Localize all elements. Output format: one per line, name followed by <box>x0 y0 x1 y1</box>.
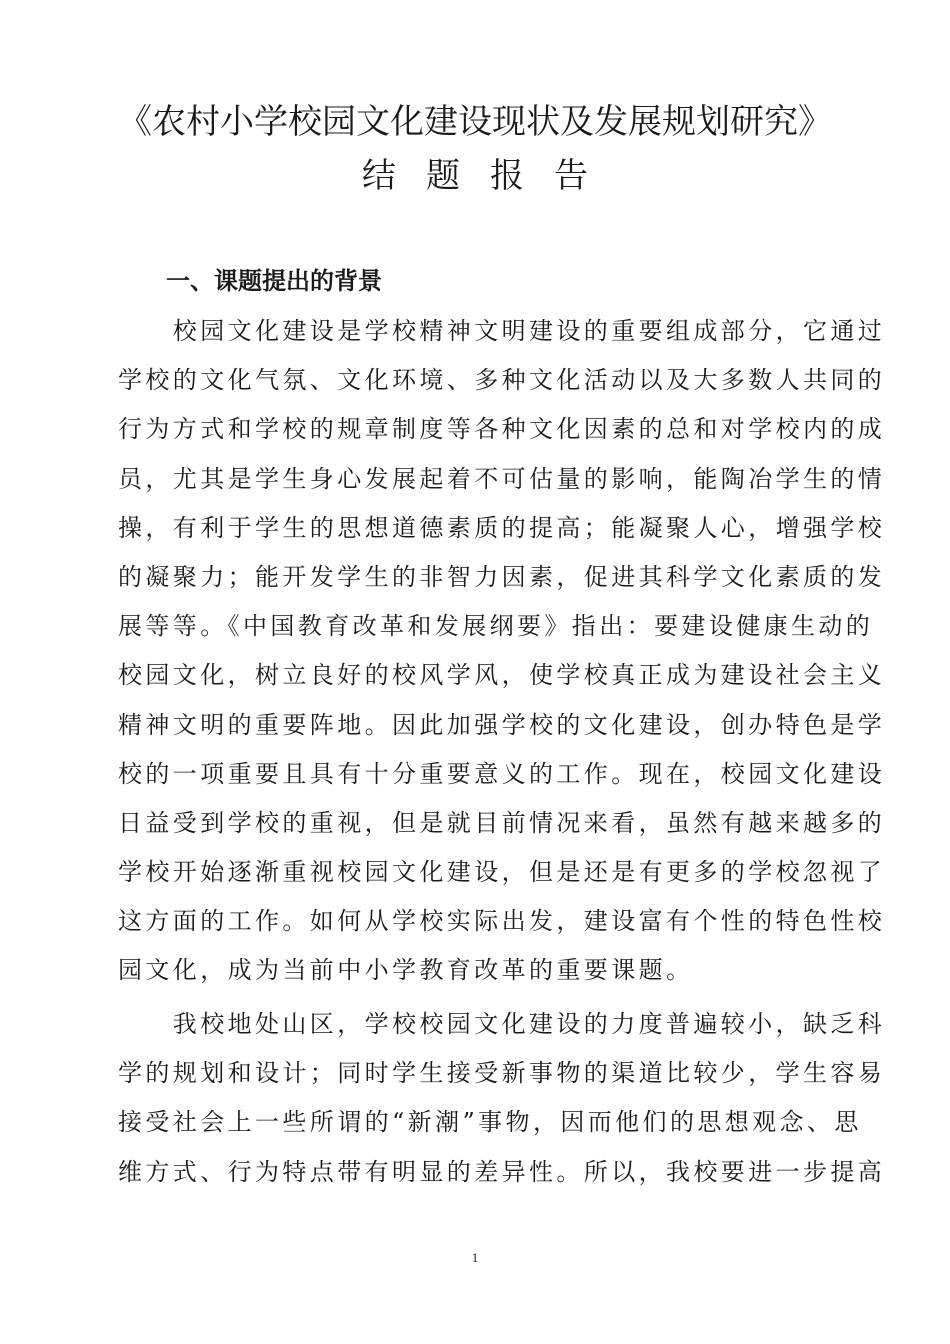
document-title: 《农村小学校园文化建设现状及发展规划研究》 <box>118 102 832 142</box>
page-number: 1 <box>471 1250 479 1265</box>
paragraph-line: 校园文化，树立良好的校风学风，使学校真正成为建设社会主义 <box>118 661 886 690</box>
paragraph-line: 展等等。《中国教育改革和发展纲要》指出：要建设健康生动的 <box>118 612 874 641</box>
paragraph-line: 日益受到学校的重视，但是就目前情况来看，虽然有越来越多的 <box>118 808 886 837</box>
paragraph-line: 园文化，成为当前中小学教育改革的重要课题。 <box>118 956 694 985</box>
paragraph-line: 的凝聚力；能开发学生的非智力因素，促进其科学文化素质的发 <box>118 562 886 591</box>
paragraph-line: 行为方式和学校的规章制度等各种文化因素的总和对学校内的成 <box>118 415 886 444</box>
paragraph-2 <box>118 1000 886 1197</box>
paragraph-line: 学校的文化气氛、文化环境、多种文化活动以及大多数人共同的 <box>118 366 886 395</box>
paragraph-1 <box>118 307 886 996</box>
paragraph-line: 校的一项重要且具有十分重要意义的工作。现在，校园文化建设 <box>118 759 886 788</box>
paragraph-line: 校园文化建设是学校精神文明建设的重要组成部分，它通过 <box>118 317 886 345</box>
paragraph-line: 我校地处山区，学校校园文化建设的力度普遍较小，缺乏科 <box>118 1010 886 1038</box>
paragraph-line: 精神文明的重要阵地。因此加强学校的文化建设，创办特色是学 <box>118 710 886 739</box>
paragraph-line: 学的规划和设计；同时学生接受新事物的渠道比较少，学生容易 <box>118 1059 886 1088</box>
paragraph-line: 学校开始逐渐重视校园文化建设，但是还是有更多的学校忽视了 <box>118 858 886 887</box>
paragraph-line: 维方式、行为特点带有明显的差异性。所以，我校要进一步提高 <box>118 1157 886 1186</box>
section-heading: 一、课题提出的背景 <box>166 267 382 295</box>
paragraph-line: 员，尤其是学生身心发展起着不可估量的影响，能陶冶学生的情 <box>118 464 886 493</box>
paragraph-line: 这方面的工作。如何从学校实际出发，建设富有个性的特色性校 <box>118 907 886 936</box>
paragraph-line: 操，有利于学生的思想道德素质的提高；能凝聚人心，增强学校 <box>118 513 886 542</box>
document-subtitle: 结题报告 <box>362 156 618 196</box>
paragraph-line: 接受社会上一些所谓的“新潮”事物，因而他们的思想观念、思 <box>118 1108 862 1137</box>
